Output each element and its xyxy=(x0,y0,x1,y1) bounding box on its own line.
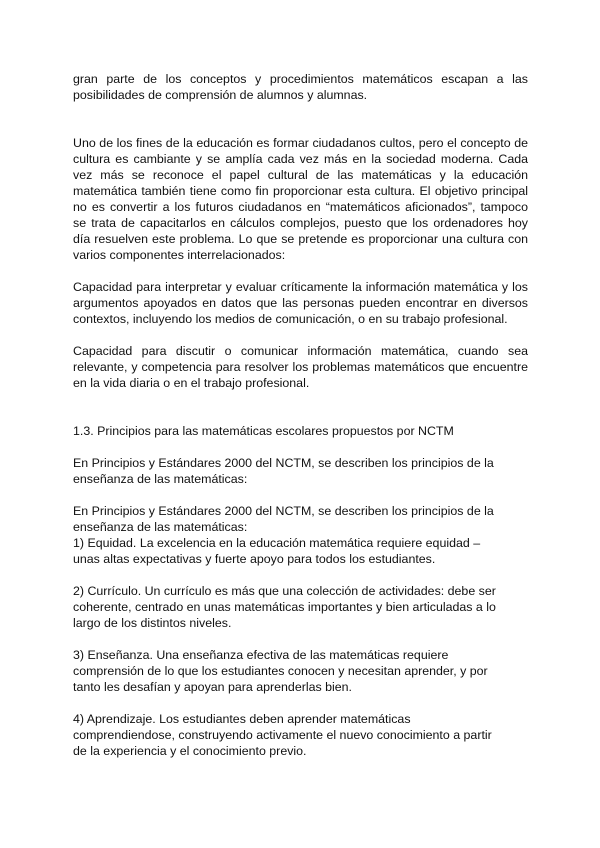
principio-line: 4) Aprendizaje. Los estudiantes deben aprender matemáticas xyxy=(73,712,411,726)
document-page xyxy=(73,71,528,759)
principio-line: largo de los distintos niveles. xyxy=(73,616,232,630)
principios-intro-1 xyxy=(73,455,528,487)
principios-intro-1-line: En Principios y Estándares 2000 del NCTM, se describen los principios de la xyxy=(73,456,494,470)
principio-line: de la experiencia y el conocimiento previo. xyxy=(73,744,307,758)
principio-curriculo xyxy=(73,583,528,631)
principios-intro-2 xyxy=(73,503,528,535)
principio-aprendizaje xyxy=(73,711,528,759)
capacidad-discutir-paragraph: Capacidad para discutir o comunicar información matemática, cuando sea relevante, y competencia para resolver los problemas matemáticos que encuentre en la vida diaria o en el trabajo profesional. xyxy=(73,344,528,390)
principio-line: 1) Equidad. La excelencia en la educación matemática requiere equidad – xyxy=(73,536,481,550)
principio-line: coherente, centrado en unas matemáticas importantes y bien articuladas a lo xyxy=(73,600,496,614)
principio-line: 3) Enseñanza. Una enseñanza efectiva de las matemáticas requiere xyxy=(73,648,449,662)
principios-intro-2-line: enseñanza de las matemáticas: xyxy=(73,520,248,534)
principio-line: 2) Currículo. Un currículo es más que una colección de actividades: debe ser xyxy=(73,584,496,598)
principio-equidad xyxy=(73,535,528,567)
principio-line: unas altas expectativas y fuerte apoyo para todos los estudiantes. xyxy=(73,552,436,566)
principio-ensenanza xyxy=(73,647,528,695)
intro-paragraph: gran parte de los conceptos y procedimientos matemáticos escapan a las posibilidades de comprensión de alumnos y alumnas. xyxy=(73,72,528,102)
section-heading: 1.3. Principios para las matemáticas escolares propuestos por NCTM xyxy=(73,424,454,438)
principio-line: comprensión de lo que los estudiantes conocen y necesitan aprender, y por xyxy=(73,664,488,678)
fines-paragraph: Uno de los fines de la educación es formar ciudadanos cultos, pero el concepto de cultura es cambiante y se amplía cada vez más en la sociedad moderna. Cada vez más se reconoce el papel cultural de las matemáticas y la educación matemática también tiene como fin proporcionar esta cultura. El objetivo principal no es convertir a los futuros ciudadanos en “matemáticos aficionados”, tampoco se trata de capacitarlos en cálculos complejos, puesto que los ordenadores hoy día resuelven este problema. Lo que se pretende es proporcionar una cultura con varios componentes interrelacionados: xyxy=(73,136,528,262)
principios-intro-1-line: enseñanza de las matemáticas: xyxy=(73,472,248,486)
capacidad-interpretar-paragraph: Capacidad para interpretar y evaluar críticamente la información matemática y los argumentos apoyados en datos que las personas pueden encontrar en diversos contextos, incluyendo los medios de comunicación, o en su trabajo profesional. xyxy=(73,280,528,326)
principios-intro-2-line: En Principios y Estándares 2000 del NCTM, se describen los principios de la xyxy=(73,504,494,518)
principio-line: tanto les desafían y apoyan para aprenderlas bien. xyxy=(73,680,352,694)
principio-line: comprendiendose, construyendo activamente el nuevo conocimiento a partir xyxy=(73,728,492,742)
